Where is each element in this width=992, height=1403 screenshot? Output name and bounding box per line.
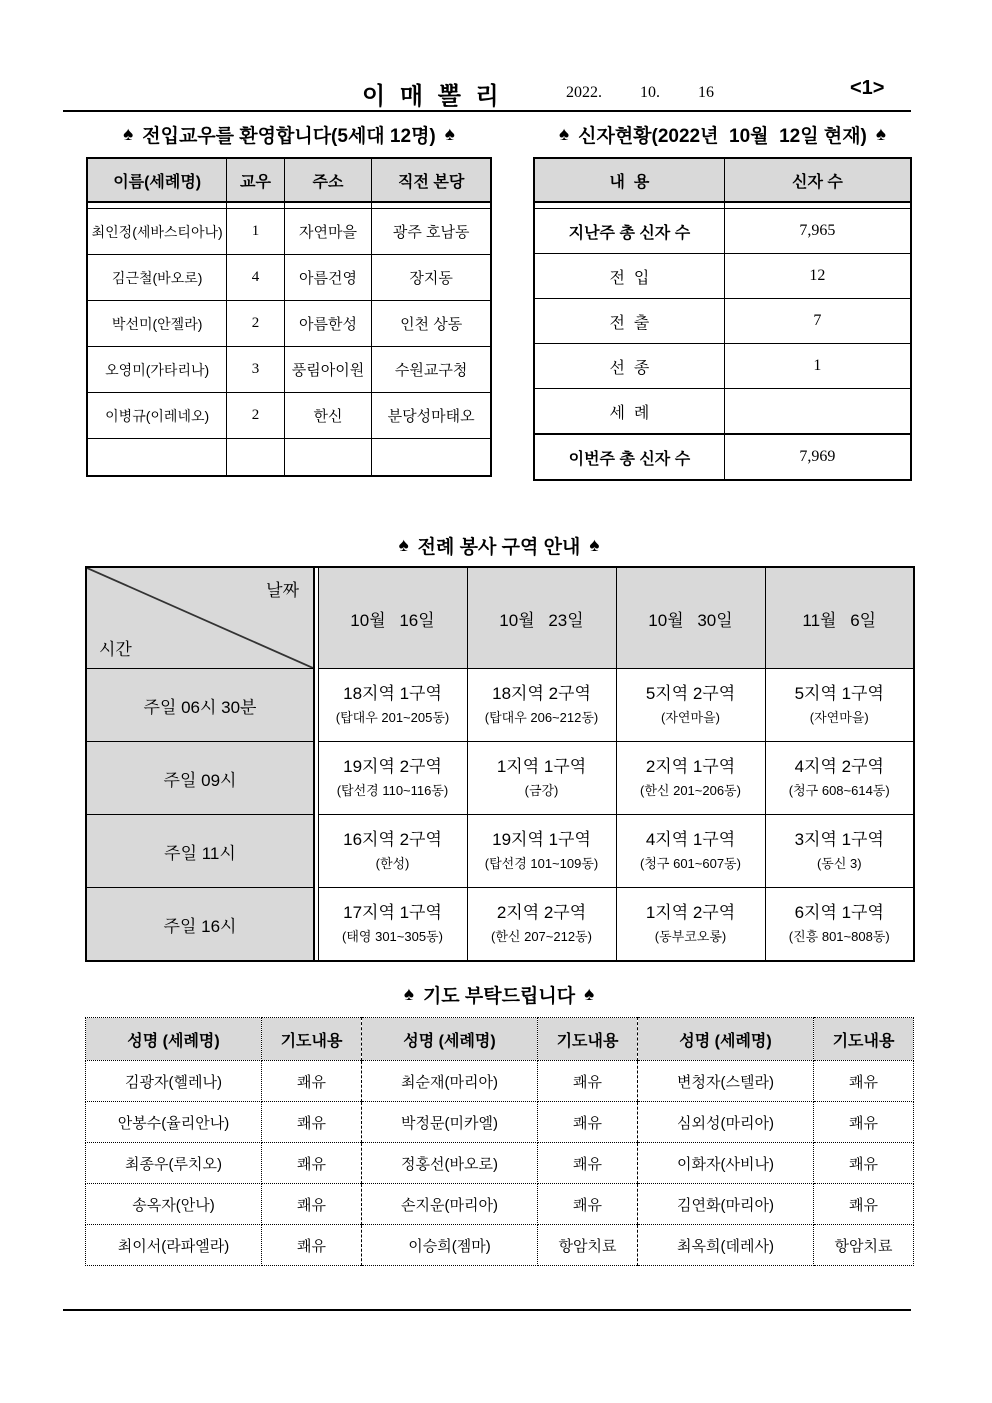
liturgy-table <box>85 566 915 962</box>
zone-detail: (태영 301~305동) <box>342 929 443 944</box>
person-name: 최옥희(데레사) <box>638 1225 814 1266</box>
prayer-row <box>86 1061 914 1102</box>
zone-name: 18지역 1구역 <box>343 684 442 703</box>
status-label: 세 례 <box>534 389 724 435</box>
prayer-request: 쾌유 <box>538 1102 638 1143</box>
col-prayer: 기도내용 <box>538 1018 638 1061</box>
date-header: 10월 16일 <box>318 567 467 669</box>
person-name: 정홍선(바오로) <box>362 1143 538 1184</box>
zone-detail: (동부코오롱) <box>654 929 727 944</box>
zone-name: 5지역 2구역 <box>645 684 736 703</box>
prayer-request: 쾌유 <box>538 1184 638 1225</box>
member-name: 박선미(안젤라) <box>87 301 227 347</box>
time-cell: 주일 11시 <box>86 815 314 888</box>
col-person: 성명 (세례명) <box>638 1018 814 1061</box>
time-cell: 주일 16시 <box>86 888 314 962</box>
table-row <box>534 299 911 344</box>
status-section <box>533 121 912 481</box>
zone-cell <box>616 669 765 742</box>
issue-date: 2022. 10. 16 <box>566 84 714 101</box>
member-parish: 수원교구청 <box>372 347 491 393</box>
table-row <box>87 255 491 301</box>
col-person: 성명 (세례명) <box>362 1018 538 1061</box>
prayer-request: 쾌유 <box>262 1143 362 1184</box>
prayer-row <box>86 1225 914 1266</box>
spade-icon: ♠ <box>123 123 134 145</box>
table-row <box>87 393 491 439</box>
table-row-empty <box>87 439 491 477</box>
prayer-request: 쾌유 <box>814 1184 914 1225</box>
member-count: 2 <box>227 393 284 439</box>
status-value: 7 <box>724 299 911 344</box>
zone-detail: (탑선경 101~109동) <box>484 856 599 871</box>
date-header: 10월 23일 <box>467 567 616 669</box>
status-label: 지난주 총 신자 수 <box>534 209 724 254</box>
person-name: 손지운(마리아) <box>362 1184 538 1225</box>
person-name: 안봉수(율리안나) <box>86 1102 262 1143</box>
col-believer-count: 신자 수 <box>724 158 911 202</box>
page-title: 이 매 뽈 리 <box>362 83 503 110</box>
status-label: 전 출 <box>534 299 724 344</box>
prayer-request: 쾌유 <box>262 1102 362 1143</box>
zone-name: 16지역 2구역 <box>343 830 442 849</box>
zone-cell <box>765 742 914 815</box>
zone-detail: (청구 601~607동) <box>640 856 741 871</box>
zone-cell <box>318 742 467 815</box>
zone-cell <box>765 815 914 888</box>
zone-cell <box>318 815 467 888</box>
zone-detail: (탑대우 206~212동) <box>484 710 599 725</box>
zone-cell <box>467 669 616 742</box>
corner-label-time: 시간 <box>99 640 132 659</box>
table-row <box>87 347 491 393</box>
status-table <box>533 157 912 481</box>
col-prayer: 기도내용 <box>262 1018 362 1061</box>
welcome-header-row <box>87 158 491 202</box>
member-parish: 장지동 <box>372 255 491 301</box>
zone-name: 3지역 1구역 <box>794 830 884 849</box>
status-label: 전 입 <box>534 254 724 299</box>
col-person: 성명 (세례명) <box>86 1018 262 1061</box>
col-address: 주소 <box>284 158 372 202</box>
zone-name: 1지역 1구역 <box>496 757 587 776</box>
prayer-row <box>86 1143 914 1184</box>
header-rule <box>63 110 911 112</box>
footer-rule <box>63 1309 911 1311</box>
member-address: 아름건영 <box>284 255 372 301</box>
col-name: 이름(세례명) <box>87 158 227 202</box>
zone-name: 18지역 2구역 <box>492 684 591 703</box>
person-name: 박정문(미카엘) <box>362 1102 538 1143</box>
col-parish: 직전 본당 <box>372 158 491 202</box>
status-heading-text: 신자현황(2022년 10월 12일 현재) <box>578 126 867 147</box>
status-value: 12 <box>724 254 911 299</box>
zone-cell <box>467 815 616 888</box>
zone-cell <box>318 669 467 742</box>
liturgy-row <box>86 669 914 742</box>
prayer-request: 쾌유 <box>262 1225 362 1266</box>
zone-cell <box>765 669 914 742</box>
table-row <box>534 209 911 254</box>
table-row <box>87 209 491 255</box>
corner-cell <box>86 567 314 669</box>
member-name <box>87 439 227 477</box>
prayer-request: 쾌유 <box>814 1143 914 1184</box>
prayer-section <box>85 981 913 1266</box>
zone-name: 2지역 1구역 <box>645 757 736 776</box>
prayer-row <box>86 1102 914 1143</box>
col-count: 교우 <box>227 158 284 202</box>
zone-detail: (한성) <box>375 856 410 871</box>
zone-detail: (금강) <box>524 783 559 798</box>
member-parish: 인천 상동 <box>372 301 491 347</box>
person-name: 변청자(스텔라) <box>638 1061 814 1102</box>
status-heading <box>533 121 912 148</box>
prayer-header-row <box>86 1018 914 1061</box>
col-prayer: 기도내용 <box>814 1018 914 1061</box>
welcome-table <box>86 157 492 477</box>
zone-cell <box>616 815 765 888</box>
status-label: 이번주 총 신자 수 <box>534 434 724 480</box>
member-parish: 분당성마태오 <box>372 393 491 439</box>
prayer-request: 쾌유 <box>814 1102 914 1143</box>
status-value <box>724 389 911 435</box>
zone-detail: (한신 207~212동) <box>491 929 592 944</box>
prayer-heading <box>85 981 913 1008</box>
zone-detail: (청구 608~614동) <box>788 783 890 798</box>
zone-name: 4지역 1구역 <box>645 830 736 849</box>
member-name: 오영미(가타리나) <box>87 347 227 393</box>
spade-icon: ♠ <box>589 534 600 556</box>
prayer-request: 쾌유 <box>538 1143 638 1184</box>
zone-cell <box>318 888 467 962</box>
person-name: 김광자(헬레나) <box>86 1061 262 1102</box>
spade-icon: ♠ <box>559 123 570 145</box>
prayer-request: 쾌유 <box>262 1184 362 1225</box>
person-name: 송옥자(안나) <box>86 1184 262 1225</box>
zone-name: 4지역 2구역 <box>794 757 884 776</box>
prayer-request: 쾌유 <box>262 1061 362 1102</box>
member-address: 한신 <box>284 393 372 439</box>
liturgy-row <box>86 742 914 815</box>
zone-name: 5지역 1구역 <box>794 684 884 703</box>
zone-detail: (탑대우 201~205동) <box>335 710 450 725</box>
member-count: 1 <box>227 209 284 255</box>
spade-icon: ♠ <box>584 983 595 1005</box>
spade-icon: ♠ <box>875 123 886 145</box>
zone-name: 17지역 1구역 <box>343 903 442 922</box>
zone-cell <box>616 742 765 815</box>
member-count: 2 <box>227 301 284 347</box>
zone-cell <box>616 888 765 962</box>
zone-cell <box>765 888 914 962</box>
person-name: 이승희(젬마) <box>362 1225 538 1266</box>
zone-name: 1지역 2구역 <box>645 903 736 922</box>
member-name: 최인정(세바스티아나) <box>87 209 227 255</box>
prayer-table <box>85 1017 914 1266</box>
table-row <box>534 344 911 389</box>
table-row <box>534 254 911 299</box>
welcome-section <box>86 121 492 481</box>
time-cell: 주일 06시 30분 <box>86 669 314 742</box>
time-cell: 주일 09시 <box>86 742 314 815</box>
welcome-heading-text: 전입교우를 환영합니다(5세대 12명) <box>142 126 436 147</box>
date-header: 11월 6일 <box>765 567 914 669</box>
prayer-heading-text: 기도 부탁드립니다 <box>422 986 576 1007</box>
prayer-request: 항암치료 <box>814 1225 914 1266</box>
table-row <box>534 389 911 435</box>
zone-detail: (자연마을) <box>661 710 720 725</box>
spade-icon: ♠ <box>403 983 414 1005</box>
prayer-row <box>86 1184 914 1225</box>
member-name: 이병규(이레네오) <box>87 393 227 439</box>
person-name: 김연화(마리아) <box>638 1184 814 1225</box>
member-address: 자연마을 <box>284 209 372 255</box>
col-category: 내 용 <box>534 158 724 202</box>
table-row <box>87 301 491 347</box>
prayer-request: 항암치료 <box>538 1225 638 1266</box>
liturgy-heading-text: 전례 봉사 구역 안내 <box>417 537 581 558</box>
zone-detail: (탑선경 110~116동) <box>336 783 449 798</box>
zone-detail: (진흥 801~808동) <box>788 929 890 944</box>
top-section <box>86 121 912 481</box>
prayer-request: 쾌유 <box>814 1061 914 1102</box>
liturgy-row <box>86 815 914 888</box>
zone-name: 6지역 1구역 <box>794 903 884 922</box>
zone-detail: (한신 201~206동) <box>640 783 741 798</box>
date-header: 10월 30일 <box>616 567 765 669</box>
liturgy-row <box>86 888 914 962</box>
zone-detail: (자연마을) <box>809 710 869 725</box>
corner-label-date: 날짜 <box>266 581 299 600</box>
zone-cell <box>467 888 616 962</box>
person-name: 이화자(사비나) <box>638 1143 814 1184</box>
member-parish <box>372 439 491 477</box>
status-value: 7,965 <box>724 209 911 254</box>
spade-icon: ♠ <box>444 123 455 145</box>
person-name: 최이서(라파엘라) <box>86 1225 262 1266</box>
spade-icon: ♠ <box>398 534 409 556</box>
status-header-row <box>534 158 911 202</box>
liturgy-heading <box>85 532 913 559</box>
status-label: 선 종 <box>534 344 724 389</box>
status-value: 1 <box>724 344 911 389</box>
member-address: 풍림아이원 <box>284 347 372 393</box>
liturgy-header-row <box>86 567 914 669</box>
member-count <box>227 439 284 477</box>
zone-name: 19지역 2구역 <box>343 757 442 776</box>
prayer-request: 쾌유 <box>538 1061 638 1102</box>
zone-name: 19지역 1구역 <box>492 830 591 849</box>
person-name: 최순재(마리아) <box>362 1061 538 1102</box>
member-count: 3 <box>227 347 284 393</box>
status-total-row <box>534 434 911 480</box>
zone-detail: (동신 3) <box>816 856 862 871</box>
liturgy-section <box>85 532 913 962</box>
member-parish: 광주 호남동 <box>372 209 491 255</box>
member-address: 아름한성 <box>284 301 372 347</box>
person-name: 심외성(마리아) <box>638 1102 814 1143</box>
member-address <box>284 439 372 477</box>
member-count: 4 <box>227 255 284 301</box>
zone-cell <box>467 742 616 815</box>
member-name: 김근철(바오로) <box>87 255 227 301</box>
welcome-heading <box>86 121 492 148</box>
zone-name: 2지역 2구역 <box>496 903 587 922</box>
person-name: 최종우(루치오) <box>86 1143 262 1184</box>
status-value: 7,969 <box>724 434 911 480</box>
page-number: <1> <box>850 77 885 99</box>
